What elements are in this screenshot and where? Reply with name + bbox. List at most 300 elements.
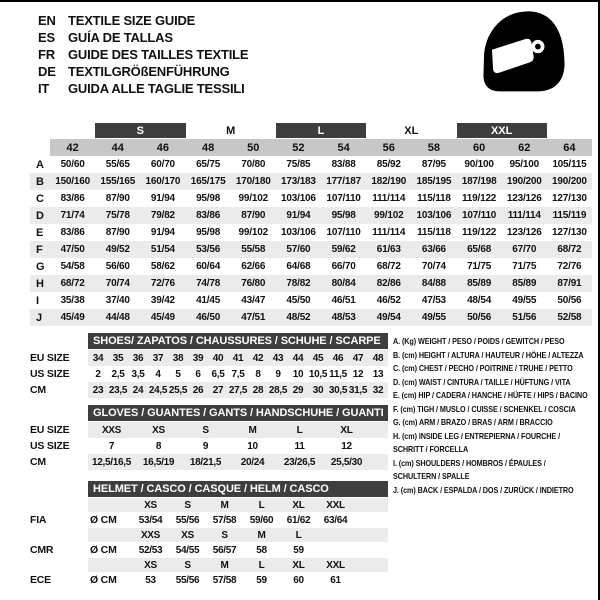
language-row <box>38 12 248 29</box>
size-value-cell: 48/52 <box>276 309 321 326</box>
column-header: 64 <box>547 139 592 156</box>
size-value-cell: 66/70 <box>331 261 356 272</box>
size-value-cell: 150/160 <box>50 173 95 190</box>
shoe-cm-size: 28,5 <box>268 384 288 396</box>
size-value-cell: 85/89 <box>457 275 502 292</box>
size-value-cell: 115/118 <box>417 227 451 238</box>
size-value-cell: 173/183 <box>276 173 321 190</box>
size-value-cell: 83/86 <box>60 227 85 238</box>
helmet-size-value: 55/56 <box>175 514 200 526</box>
size-value-cell: 50/56 <box>557 295 582 306</box>
shoe-cm-size: 24 <box>132 384 144 396</box>
size-value-cell: 70/74 <box>95 275 140 292</box>
helmet-size-header: L <box>258 559 265 571</box>
fia-values-row <box>30 512 388 528</box>
helmet-logo-icon <box>468 6 580 102</box>
glove-eu-size: S <box>202 424 209 436</box>
helmet-size-header: M <box>257 529 266 541</box>
column-header: 54 <box>321 139 366 156</box>
row-letter: H <box>30 275 50 292</box>
size-value-cell: 35/38 <box>60 295 85 306</box>
helmet-size-value <box>317 542 354 558</box>
size-value-cell: 119/122 <box>461 193 497 204</box>
size-value-cell: 64/68 <box>286 261 311 272</box>
size-value-cell: 50/60 <box>60 159 85 170</box>
row-letter: C <box>36 192 44 205</box>
row-letter: A <box>36 158 44 171</box>
size-value-cell: 85/92 <box>376 159 401 170</box>
size-value-cell: 60/70 <box>150 159 175 170</box>
size-value-cell: 107/110 <box>326 193 361 204</box>
helmet-size-header: M <box>220 559 229 571</box>
glove-us-size: 9 <box>202 440 209 452</box>
shoe-eu-size: 44 <box>292 352 304 364</box>
size-value-cell: 53/56 <box>186 241 231 258</box>
shoe-cm-size: 23 <box>92 384 104 396</box>
size-value-cell: 41/45 <box>196 295 221 306</box>
shoe-us-size: 9 <box>275 368 281 380</box>
size-value-cell: 115/118 <box>417 193 451 204</box>
size-value-cell: 60/64 <box>196 261 221 272</box>
legend-line: A. (Kg) WEIGHT / PESO / POIDS / GEWITCH / PESO <box>393 336 565 346</box>
legend-line: I. (cm) SHOULDERS / HOMBROS / ÉPAULES / <box>393 457 546 468</box>
size-value-cell: 111/114 <box>372 193 406 204</box>
helmet-size-header: XXL <box>326 499 345 511</box>
size-value-cell: 123/126 <box>506 193 542 204</box>
legend-line: G. (cm) ARM / BRAZO / BRAS / ARM / BRACCIO <box>393 417 553 427</box>
helmet-size-value: 59 <box>256 574 267 586</box>
size-value-cell: 95/98 <box>321 207 366 224</box>
size-value-cell: 48/54 <box>467 295 492 306</box>
size-band: L <box>276 123 366 138</box>
size-value-cell: 70/80 <box>241 159 266 170</box>
size-value-cell: 83/86 <box>186 207 231 224</box>
shoes-eu-values <box>88 350 388 366</box>
size-value-cell: 190/200 <box>502 173 547 190</box>
shoe-us-size: 10,5 <box>308 368 328 380</box>
size-value-cell: 49/55 <box>411 309 456 326</box>
row-letter: F <box>30 241 50 258</box>
size-value-cell: 103/106 <box>281 227 316 238</box>
helmet-size-value: 58 <box>256 544 267 556</box>
language-title-list <box>38 12 248 97</box>
size-value-cell: 165/175 <box>186 173 231 190</box>
column-header: 48 <box>186 139 231 156</box>
helmet-size-header: S <box>184 559 191 571</box>
size-value-cell: 45/49 <box>140 309 185 326</box>
size-value-cell: 177/187 <box>321 173 366 190</box>
glove-us-size: 10 <box>247 440 258 452</box>
column-header: 44 <box>95 139 140 156</box>
shoes-eu-row <box>30 350 388 366</box>
legend-line: SCHRITT / FORCELLA <box>393 444 469 454</box>
gloves-size-section <box>30 405 388 470</box>
helmet-size-header: XXL <box>326 559 345 571</box>
gloves-eu-values <box>88 422 388 438</box>
glove-us-size: 8 <box>155 440 162 452</box>
shoe-eu-size: 40 <box>212 352 224 364</box>
helmet-size-header: XL <box>292 499 305 511</box>
glove-eu-size: L <box>296 424 303 436</box>
size-value-cell: 48/53 <box>321 309 366 326</box>
column-header: 60 <box>457 139 502 156</box>
shoes-us-values <box>88 366 388 382</box>
legend-line: C. (cm) CHEST / PECHO / POITRINE / TRUHE / PETTO <box>393 363 573 373</box>
size-value-cell: 45/49 <box>50 309 95 326</box>
glove-cm-size: 12,5/16,5 <box>91 456 131 468</box>
helmet-size-header: L <box>258 499 265 511</box>
helmet-size-header: S <box>184 499 191 511</box>
size-value-cell: 91/94 <box>150 193 175 204</box>
row-letter: I <box>36 294 40 307</box>
size-value-cell: 90/100 <box>464 159 494 170</box>
row-label: EU SIZE <box>30 424 70 436</box>
size-value-cell: 115/119 <box>547 207 592 224</box>
row-letter: J <box>30 309 50 326</box>
helmet-size-header: XL <box>292 559 305 571</box>
glove-cm-size: 16,5/19 <box>142 456 175 468</box>
helmet-size-value: 57/58 <box>212 514 237 526</box>
size-value-cell: 75/85 <box>286 159 311 170</box>
row-label: US SIZE <box>30 368 70 380</box>
textile-size-table <box>30 122 592 326</box>
size-value-cell: 37/40 <box>105 295 130 306</box>
size-value-cell: 76/80 <box>231 275 276 292</box>
size-value-cell: 51/56 <box>502 309 547 326</box>
size-value-cell: 185/195 <box>411 173 456 190</box>
guide-title: GUIDE DES TAILLES TEXTILE <box>68 47 249 62</box>
helmet-size-section <box>30 481 388 588</box>
glove-cm-size: 20/24 <box>240 456 265 468</box>
glove-cm-size: 18/21,5 <box>189 456 222 468</box>
language-code: ES <box>38 30 55 45</box>
language-code: EN <box>38 13 56 28</box>
shoes-us-row <box>30 366 388 382</box>
size-value-cell: 46/51 <box>331 295 356 306</box>
size-value-cell: 103/106 <box>411 207 456 224</box>
measurement-legend <box>393 335 588 497</box>
size-band: M <box>226 124 236 137</box>
shoe-us-size: 10 <box>292 368 304 380</box>
shoe-us-size: 7,5 <box>231 368 245 380</box>
column-header: 62 <box>502 139 547 156</box>
size-value-cell: 46/52 <box>376 295 401 306</box>
size-value-cell: 107/110 <box>326 227 361 238</box>
fia-sizes-row <box>30 498 388 512</box>
cmr-sizes-row <box>30 528 388 542</box>
size-value-cell: 55/58 <box>231 241 276 258</box>
shoe-cm-size: 30,5 <box>328 384 348 396</box>
row-letter: E <box>36 226 44 239</box>
standard-label: FIA <box>30 514 47 526</box>
size-value-cell: 49/54 <box>366 309 411 326</box>
legend-line: H. (cm) INSIDE LEG / ENTREPIERNA / FOURCHE / <box>393 430 561 441</box>
size-band: S <box>95 123 185 138</box>
size-value-cell: 47/50 <box>50 241 95 258</box>
glove-eu-size: XS <box>152 424 165 436</box>
size-value-cell: 59/62 <box>321 241 366 258</box>
row-label: CM <box>30 456 46 468</box>
helmet-size-value: 59/60 <box>249 514 274 526</box>
size-value-cell: 99/102 <box>366 207 411 224</box>
size-value-cell: 87/95 <box>421 159 446 170</box>
size-value-cell: 55/65 <box>105 159 130 170</box>
legend-line: D. (cm) WAIST / CINTURA / TAILLE / HÜFTUNG / VITA <box>393 376 571 387</box>
column-header: 58 <box>411 139 456 156</box>
size-band: XL <box>404 124 419 137</box>
size-value-cell: 43/47 <box>241 295 266 306</box>
size-value-cell: 49/52 <box>95 241 140 258</box>
size-value-cell: 51/54 <box>140 241 185 258</box>
shoe-us-size: 8 <box>255 368 261 380</box>
guide-title: TEXTILGRÖßENFÜHRUNG <box>68 64 230 79</box>
size-value-cell: 105/115 <box>552 159 587 170</box>
ece-sizes-row <box>30 558 388 572</box>
language-row <box>38 46 248 63</box>
size-value-cell: 46/50 <box>186 309 231 326</box>
fia-values <box>88 512 388 528</box>
shoe-eu-size: 38 <box>172 352 184 364</box>
helmet-size-value: 53 <box>145 574 156 586</box>
size-value-cell: 83/86 <box>60 193 85 204</box>
size-value-cell: 79/82 <box>140 207 185 224</box>
shoe-cm-size: 30 <box>312 384 324 396</box>
size-value-cell: 99/102 <box>238 193 268 204</box>
row-label-spacer <box>30 558 88 572</box>
unit-spacer <box>88 498 132 512</box>
helmet-size-value: 54/55 <box>175 544 200 556</box>
size-value-cell: 95/100 <box>509 159 539 170</box>
size-value-cell: 63/66 <box>411 241 456 258</box>
size-value-cell: 99/102 <box>238 227 268 238</box>
helmet-size-value: 61 <box>330 574 341 586</box>
size-value-cell: 78/82 <box>276 275 321 292</box>
shoe-us-size: 2,5 <box>111 368 125 380</box>
size-value-cell: 71/75 <box>512 261 537 272</box>
shoe-cm-size: 32 <box>372 384 384 396</box>
size-band: XXL <box>457 123 547 138</box>
size-value-cell: 67/70 <box>502 241 547 258</box>
row-letter: B <box>30 173 50 190</box>
shoe-cm-size: 27,5 <box>228 384 248 396</box>
cmr-size-headers <box>88 528 388 542</box>
helmet-size-header: S <box>221 529 228 541</box>
shoe-us-size: 2 <box>95 368 101 380</box>
guide-title: TEXTILE SIZE GUIDE <box>68 13 196 28</box>
size-value-cell: 61/63 <box>366 241 411 258</box>
glove-eu-size: M <box>248 424 257 436</box>
gloves-cm-row <box>30 454 388 470</box>
size-value-cell: 44/48 <box>95 309 140 326</box>
row-letter: D <box>30 207 50 224</box>
size-value-cell: 54/58 <box>60 261 85 272</box>
size-value-cell: 68/72 <box>50 275 95 292</box>
size-value-cell: 127/130 <box>552 227 587 238</box>
helmet-size-value: 59 <box>293 544 304 556</box>
language-row <box>38 80 248 97</box>
shoes-cm-row <box>30 382 388 398</box>
shoe-eu-size: 47 <box>352 352 364 364</box>
glove-eu-size: XL <box>340 424 353 436</box>
shoe-eu-size: 34 <box>92 352 104 364</box>
helmet-size-value: 52/53 <box>138 544 163 556</box>
shoe-eu-size: 43 <box>272 352 284 364</box>
size-value-cell: 47/53 <box>421 295 446 306</box>
helmet-size-value: 56/57 <box>212 544 237 556</box>
legend-line: B. (cm) HEIGHT / ALTURA / HAUTEUR / HÖHE / ALTEZZA <box>393 349 584 360</box>
standard-label: CMR <box>30 544 54 556</box>
size-value-cell: 87/90 <box>105 193 130 204</box>
column-header: 56 <box>366 139 411 156</box>
size-value-cell: 39/42 <box>150 295 175 306</box>
language-code: FR <box>38 47 55 62</box>
row-label-spacer <box>30 528 88 542</box>
helmet-size-header: XXS <box>140 529 161 541</box>
size-value-cell: 47/51 <box>231 309 276 326</box>
shoe-us-size: 4 <box>155 368 161 380</box>
shoe-cm-size: 24,5 <box>148 384 168 396</box>
shoe-eu-size: 41 <box>232 352 244 364</box>
language-code: DE <box>38 64 56 79</box>
shoe-eu-size: 36 <box>132 352 144 364</box>
size-value-cell: 111/114 <box>372 227 406 238</box>
helmet-size-header: XS <box>144 499 157 511</box>
shoe-cm-size: 31,5 <box>348 384 368 396</box>
size-value-cell: 95/98 <box>196 193 221 204</box>
shoe-us-size: 13 <box>372 368 384 380</box>
size-value-cell: 82/86 <box>366 275 411 292</box>
shoe-cm-size: 26 <box>192 384 204 396</box>
unit-spacer <box>88 528 132 542</box>
size-value-cell: 127/130 <box>552 193 587 204</box>
size-value-cell: 72/76 <box>557 261 582 272</box>
glove-cm-size: 23/26,5 <box>283 456 316 468</box>
shoe-cm-size: 28 <box>252 384 264 396</box>
shoe-eu-size: 48 <box>372 352 384 364</box>
shoe-eu-size: 39 <box>192 352 204 364</box>
column-header: 46 <box>140 139 185 156</box>
ece-size-headers <box>88 558 388 572</box>
column-header: 42 <box>50 139 95 156</box>
size-value-cell: 123/126 <box>506 227 542 238</box>
gloves-eu-row <box>30 422 388 438</box>
language-row <box>38 63 248 80</box>
size-value-cell: 71/75 <box>467 261 492 272</box>
guide-title: GUÍA DE TALLAS <box>68 30 173 45</box>
gloves-section-title: GLOVES / GUANTES / GANTS / HANDSCHUHE / GUANTI <box>88 405 388 421</box>
size-value-cell: 95/98 <box>196 227 221 238</box>
shoe-us-size: 12 <box>352 368 364 380</box>
size-value-cell: 50/56 <box>457 309 502 326</box>
helmet-size-header: XS <box>181 529 194 541</box>
gloves-us-row <box>30 438 388 454</box>
size-value-cell: 107/110 <box>457 207 502 224</box>
size-value-cell: 68/72 <box>547 241 592 258</box>
shoe-us-size: 6 <box>195 368 201 380</box>
size-value-cell: 70/74 <box>421 261 446 272</box>
size-value-cell: 45/50 <box>286 295 311 306</box>
helmet-size-value: 61/62 <box>286 514 311 526</box>
fia-size-headers <box>88 498 388 512</box>
legend-line: J. (cm) BACK / ESPALDA / DOS / ZURÜCK / INDIETRO <box>393 484 574 495</box>
glove-eu-size: XXS <box>101 424 122 436</box>
size-value-cell: 72/76 <box>140 275 185 292</box>
helmet-size-value: 63/64 <box>323 514 348 526</box>
size-value-cell: 182/190 <box>366 173 411 190</box>
row-label: EU SIZE <box>30 352 70 364</box>
shoe-eu-size: 45 <box>312 352 324 364</box>
language-row <box>38 29 248 46</box>
size-value-cell: 68/72 <box>376 261 401 272</box>
size-value-cell: 80/84 <box>321 275 366 292</box>
legend-line: E. (cm) HIP / CADERA / HANCHE / HÜFTE / HIPS / BACINO <box>393 390 588 400</box>
shoe-eu-size: 35 <box>112 352 124 364</box>
shoe-cm-size: 27 <box>212 384 224 396</box>
legend-line: SCHULTERN / SPALLE <box>393 471 470 481</box>
size-value-cell: 155/165 <box>95 173 140 190</box>
size-value-cell: 103/106 <box>281 193 316 204</box>
size-value-cell: 187/198 <box>457 173 502 190</box>
helmet-size-value: 60 <box>293 574 304 586</box>
size-value-cell: 87/91 <box>547 275 592 292</box>
row-letter: G <box>36 260 45 273</box>
diameter-unit-label: Ø CM <box>90 544 117 556</box>
shoe-eu-size: 37 <box>152 352 164 364</box>
shoe-cm-size: 25,5 <box>168 384 188 396</box>
helmet-size-value: 57/58 <box>212 574 237 586</box>
glove-us-size: 7 <box>108 440 115 452</box>
size-value-cell: 119/122 <box>461 227 497 238</box>
helmet-size-value: 55/56 <box>175 574 200 586</box>
row-label-spacer <box>30 498 88 512</box>
shoe-us-size: 11,5 <box>329 368 347 380</box>
shoes-size-section <box>30 333 388 398</box>
glove-cm-size: 25,5/30 <box>330 456 363 468</box>
size-value-cell: 74/78 <box>186 275 231 292</box>
shoe-eu-size: 46 <box>332 352 344 364</box>
column-header: 52 <box>276 139 321 156</box>
size-value-cell: 111/114 <box>502 207 547 224</box>
glove-us-size: 12 <box>341 440 352 452</box>
helmet-size-header: L <box>295 529 302 541</box>
unit-spacer <box>88 558 132 572</box>
standard-label: ECE <box>30 574 51 586</box>
size-value-cell: 58/62 <box>150 261 175 272</box>
shoe-cm-size: 29 <box>292 384 304 396</box>
row-label: CM <box>30 384 46 396</box>
helmet-section-title: HELMET / CASCO / CASQUE / HELM / CASCO <box>88 481 388 497</box>
size-value-cell: 65/68 <box>457 241 502 258</box>
helmet-size-header: M <box>220 499 229 511</box>
shoe-cm-size: 23,5 <box>108 384 128 396</box>
glove-us-size: 11 <box>294 440 305 452</box>
shoe-us-size: 3,5 <box>131 368 145 380</box>
size-value-cell: 84/88 <box>411 275 456 292</box>
helmet-size-header: XS <box>144 559 157 571</box>
gloves-cm-values <box>88 454 388 470</box>
shoes-section-title: SHOES/ ZAPATOS / CHAUSSURES / SCHUHE / SCARPE <box>88 333 388 349</box>
size-value-cell: 85/89 <box>502 275 547 292</box>
size-value-cell: 91/94 <box>150 227 175 238</box>
size-value-cell: 75/78 <box>95 207 140 224</box>
size-value-cell: 83/88 <box>331 159 356 170</box>
legend-line: F. (cm) TIGH / MUSLO / CUISSE / SCHENKEL / COSCIA <box>393 403 576 414</box>
column-header: 50 <box>231 139 276 156</box>
gloves-us-values <box>88 438 388 454</box>
size-value-cell: 56/60 <box>105 261 130 272</box>
diameter-unit-label: Ø CM <box>90 514 117 526</box>
guide-title: GUIDA ALLE TAGLIE TESSILI <box>68 81 245 96</box>
